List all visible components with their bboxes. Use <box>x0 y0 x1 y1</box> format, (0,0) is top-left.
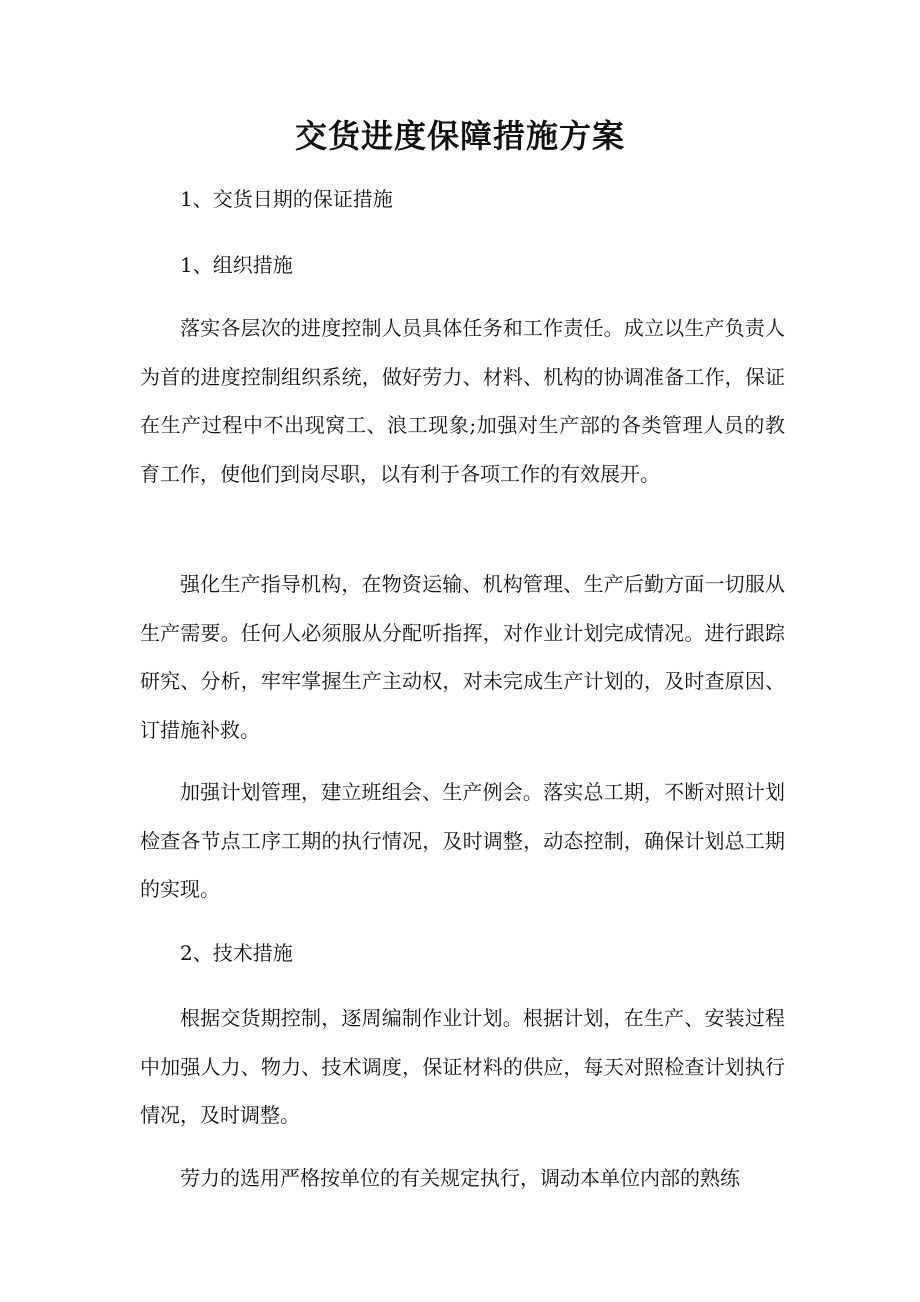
paragraph-technical: 根据交货期控制，逐周编制作业计划。根据计划，在生产、安装过程中加强人力、物力、技术调度，保证材料的供应，每天对照检查计划执行情况，及时调整。 <box>140 1006 785 1128</box>
subheading-organization-measures: 1、组织措施 <box>180 253 293 277</box>
document-title: 交货进度保障措施方案 <box>294 117 625 155</box>
paragraph-production-guidance: 强化生产指导机构，在物资运输、机构管理、生产后勤方面一切服从生产需要。任何人必须服从分配听指挥，对作业计划完成情况。进行跟踪研究、分析，牢牢掌握生产主动权，对未完成生产计划的，及时查原因、订措施补救。 <box>140 572 785 742</box>
paragraph-organization: 落实各层次的进度控制人员具体任务和工作责任。成立以生产负责人为首的进度控制组织系统，做好劳力、材料、机构的协调准备工作，保证在生产过程中不出现窝工、浪工现象;加强对生产部的各类管理人员的教育工作，使他们到岗尽职，以有利于各项工作的有效展开。 <box>140 316 785 486</box>
paragraph-plan-management: 加强计划管理，建立班组会、生产例会。落实总工期，不断对照计划检查各节点工序工期的执行情况，及时调整，动态控制，确保计划总工期的实现。 <box>140 780 785 902</box>
section-heading-delivery-date: 1、交货日期的保证措施 <box>180 187 393 211</box>
subheading-technical-measures: 2、技术措施 <box>180 941 293 965</box>
paragraph-labor-selection: 劳力的选用严格按单位的有关规定执行，调动本单位内部的熟练 <box>180 1166 740 1190</box>
